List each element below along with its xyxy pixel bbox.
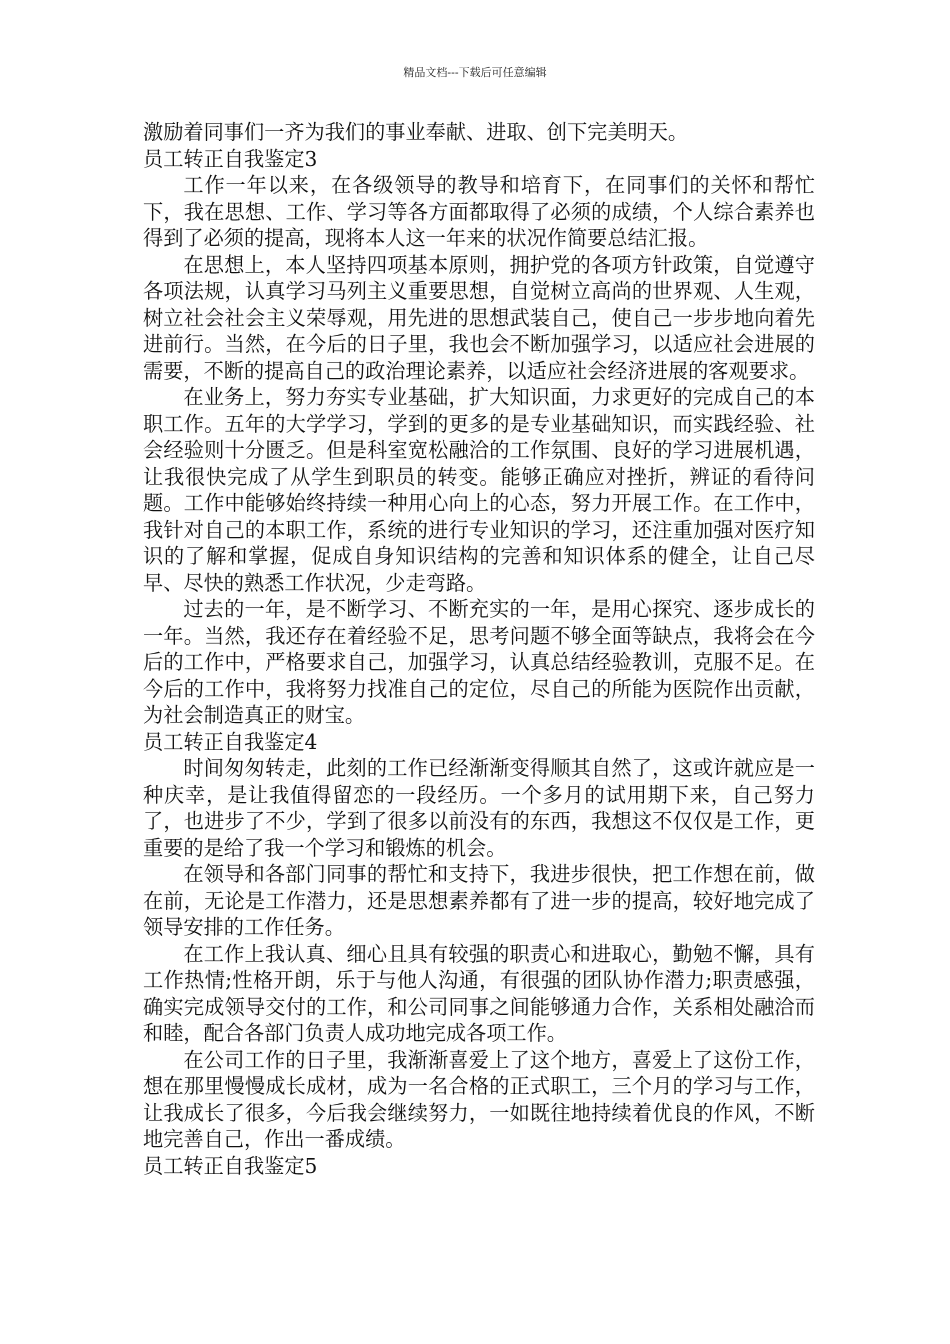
body-paragraph: 在公司工作的日子里，我渐渐喜爱上了这个地方，喜爱上了这份工作，想在那里慢慢成长成材，成为一名合格的正式职工，三个月的学习与工作，让我成长了很多，今后我会继续努力，一如既往地持续着优良的作风，不断地完善自己，作出一番成绩。: [143, 1047, 815, 1151]
section-heading-5: 员工转正自我鉴定5: [143, 1153, 318, 1178]
continuation-paragraph: 激励着同事们一齐为我们的事业奉献、进取、创下完美明天。: [143, 120, 689, 144]
body-paragraph: 工作一年以来，在各级领导的教导和培育下，在同事们的关怀和帮忙下，我在思想、工作、学习等各方面都取得了必须的成绩，个人综合素养也得到了必须的提高，现将本人这一年来的状况作简要总结汇报。: [143, 173, 815, 250]
body-paragraph: 在业务上，努力夯实专业基础，扩大知识面，力求更好的完成自己的本职工作。五年的大学学习，学到的更多的是专业基础知识，而实践经验、社会经验则十分匮乏。但是科室宽松融洽的工作氛围、良好的学习进展机遇，让我很快完成了从学生到职员的转变。能够正确应对挫折，辨证的看待问题。工作中能够始终持续一种用心向上的心态，努力开展工作。在工作中，我针对自己的本职工作，系统的进行专业知识的学习，还注重加强对医疗知识的了解和掌握，促成自身知识结构的完善和知识体系的健全，让自己尽早、尽快的熟悉工作状况，少走弯路。: [143, 385, 815, 595]
document-body: [143, 119, 815, 1179]
page-header: 精品文档---下载后可任意编辑: [403, 66, 547, 79]
body-paragraph: 在工作上我认真、细心且具有较强的职责心和进取心，勤勉不懈，具有工作热情;性格开朗，乐于与他人沟通，有很强的团队协作潜力;职责感强，确实完成领导交付的工作，和公司同事之间能够通力合作，关系相处融洽而和睦，配合各部门负责人成功地完成各项工作。: [143, 941, 815, 1045]
body-paragraph: 时间匆匆转走，此刻的工作已经渐渐变得顺其自然了，这或许就应是一种庆幸，是让我值得留恋的一段经历。一个多月的试用期下来，自己努力了，也进步了不少，学到了很多以前没有的东西，我想这不仅仅是工作，更重要的是给了我一个学习和锻炼的机会。: [143, 756, 815, 860]
body-paragraph: 在领导和各部门同事的帮忙和支持下，我进步很快，把工作想在前，做在前，无论是工作潜力，还是思想素养都有了进一步的提高，较好地完成了领导安排的工作任务。: [143, 862, 815, 939]
section-heading-4: 员工转正自我鉴定4: [143, 729, 318, 754]
section-heading-3: 员工转正自我鉴定3: [143, 146, 318, 171]
body-paragraph: 过去的一年，是不断学习、不断充实的一年，是用心探究、逐步成长的一年。当然，我还存在着经验不足，思考问题不够全面等缺点，我将会在今后的工作中，严格要求自己，加强学习，认真总结经验教训，克服不足。在今后的工作中，我将努力找准自己的定位，尽自己的所能为医院作出贡献，为社会制造真正的财宝。: [143, 597, 815, 727]
body-paragraph: 在思想上，本人坚持四项基本原则，拥护党的各项方针政策，自觉遵守各项法规，认真学习马列主义重要思想，自觉树立高尚的世界观、人生观，树立社会社会主义荣辱观，用先进的思想武装自己，使自己一步步地向着先进前行。当然，在今后的日子里，我也会不断加强学习，以适应社会进展的需要，不断的提高自己的政治理论素养，以适应社会经济进展的客观要求。: [143, 252, 815, 383]
